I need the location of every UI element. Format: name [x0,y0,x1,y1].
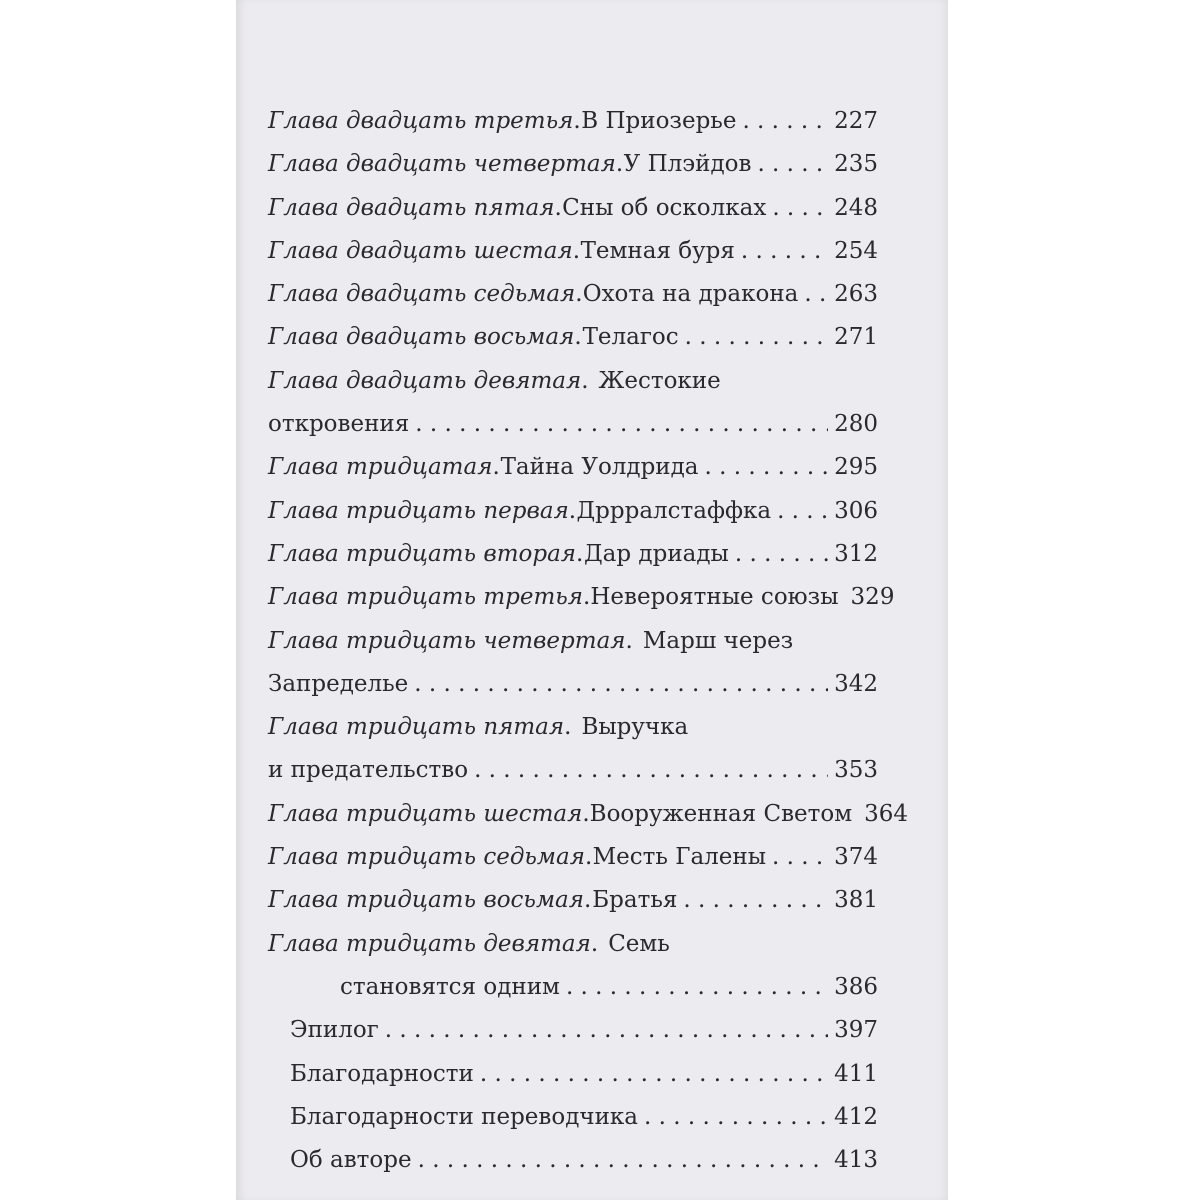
page-number: 263 [834,281,878,308]
chapter-label: Глава двадцать девятая [268,367,582,394]
toc-entry: Глава тридцать третья . Невероятные союзы 329 [268,576,878,619]
toc-entry: Глава тридцать девятая . Семь становятся одним . . . 386 [268,923,878,1010]
chapter-label: Глава двадцать седьмая [268,281,576,308]
chapter-title-continued: откровения [268,411,410,438]
chapter-title-continued: и предательство [268,757,469,784]
page-number: 312 [834,540,878,567]
chapter-label: Глава тридцать шестая [268,800,583,827]
chapter-label: Глава тридцать пятая [268,714,565,741]
page-number: 295 [834,454,878,481]
chapter-title: Братья [592,887,678,914]
toc-entry: Глава тридцатая . Тайна Уолдрида . . . 295 [268,446,878,489]
chapter-title: Темная буря [580,237,735,264]
chapter-label: Глава тридцатая [268,454,493,481]
page-number: 254 [834,237,878,264]
section-title: Эпилог [290,1017,379,1044]
page-number: 342 [834,670,878,697]
chapter-title: Сны об осколках [562,194,767,221]
chapter-title: Невероятные союзы [590,584,839,611]
page-number: 227 [834,108,878,134]
chapter-label: Глава тридцать третья [268,584,584,611]
toc-entry: Глава двадцать девятая . Жестокие откровения . . . 280 [268,360,878,447]
page-number: 413 [834,1147,878,1174]
chapter-label: Глава двадцать восьмая [268,324,575,351]
section-title: Благодарности [290,1060,474,1087]
chapter-title: Марш через [642,627,794,654]
chapter-label: Глава тридцать первая [268,497,569,524]
toc-entry: Глава двадцать восьмая . Телагос . . . 271 [268,316,878,359]
toc-entry: Глава тридцать седьмая . Месть Галены . . . 374 [268,836,878,879]
chapter-title: Вооруженная Светом [589,800,853,827]
page-number: 235 [834,151,878,178]
chapter-label: Глава двадцать четвертая [268,151,616,178]
chapter-label: Глава двадцать пятая [268,194,555,221]
toc-entry: Глава тридцать шестая . Вооруженная Светом 364 [268,793,878,836]
toc-entry: Глава тридцать восьмая . Братья . . . 381 [268,879,878,922]
toc-entry: Глава двадцать четвертая . У Плэйдов . . . 235 [268,143,878,186]
chapter-label: Глава тридцать вторая [268,540,577,567]
page-number: 329 [850,584,895,611]
chapter-label: Глава тридцать седьмая [268,844,585,871]
toc-entry: Глава двадцать шестая . Темная буря . . . 254 [268,230,878,273]
toc-entry: Глава тридцать пятая . Выручка и предательство . . . 353 [268,706,878,793]
toc-entry: Глава тридцать первая . Дррралстаффка . . . 306 [268,490,878,533]
table-of-contents [268,100,909,1182]
page-number: 386 [834,973,878,1000]
chapter-title-continued: Запределье [268,670,409,697]
toc-entry: Глава двадцать третья . В Приозерье . . . 227 [268,100,878,143]
page-number: 374 [834,844,878,871]
page-number: 411 [834,1060,878,1087]
section-title: Об авторе [290,1147,412,1174]
toc-entry: Глава двадцать пятая . Сны об осколках . . . 248 [268,187,878,230]
chapter-title: Жестокие [598,367,721,394]
chapter-label: Глава тридцать девятая [268,930,591,957]
chapter-title: В Приозерье [581,108,737,134]
page-number: 397 [834,1017,878,1044]
page-number: 271 [834,324,878,351]
page-number: 280 [834,411,878,438]
chapter-title: У Плэйдов [623,151,752,178]
chapter-label: Глава двадцать шестая [268,237,573,264]
chapter-label: Глава тридцать восьмая [268,887,584,914]
chapter-title: Тайна Уолдрида [500,454,699,481]
toc-entry [268,1009,878,1052]
chapter-title: Дррралстаффка [576,497,772,524]
toc-entry: Глава двадцать седьмая . Охота на дракона . . . 263 [268,273,878,316]
page-number: 412 [834,1103,878,1130]
toc-entry [268,1096,878,1139]
chapter-label: Глава тридцать четвертая [268,627,626,654]
toc-entry [268,1139,878,1182]
chapter-title: Телагос [582,324,679,351]
page-number: 381 [834,887,878,914]
page-number: 353 [834,757,878,784]
page-number: 248 [834,194,878,221]
toc-entry: Глава тридцать вторая . Дар дриады . . . 312 [268,533,878,576]
chapter-title-continued: становятся одним [340,973,560,1000]
section-title: Благодарности переводчика [290,1103,638,1130]
chapter-title: Выручка [581,714,689,741]
chapter-label: Глава двадцать третья [268,108,574,134]
page-number: 306 [834,497,878,524]
chapter-title: Дар дриады [583,540,729,567]
chapter-title: Месть Галены [592,844,767,871]
chapter-title: Охота на дракона [582,281,799,308]
page-number: 364 [864,800,909,827]
chapter-title: Семь [608,930,670,957]
toc-entry: Глава тридцать четвертая . Марш через Запределье . . . 342 [268,620,878,707]
toc-entry [268,1053,878,1096]
